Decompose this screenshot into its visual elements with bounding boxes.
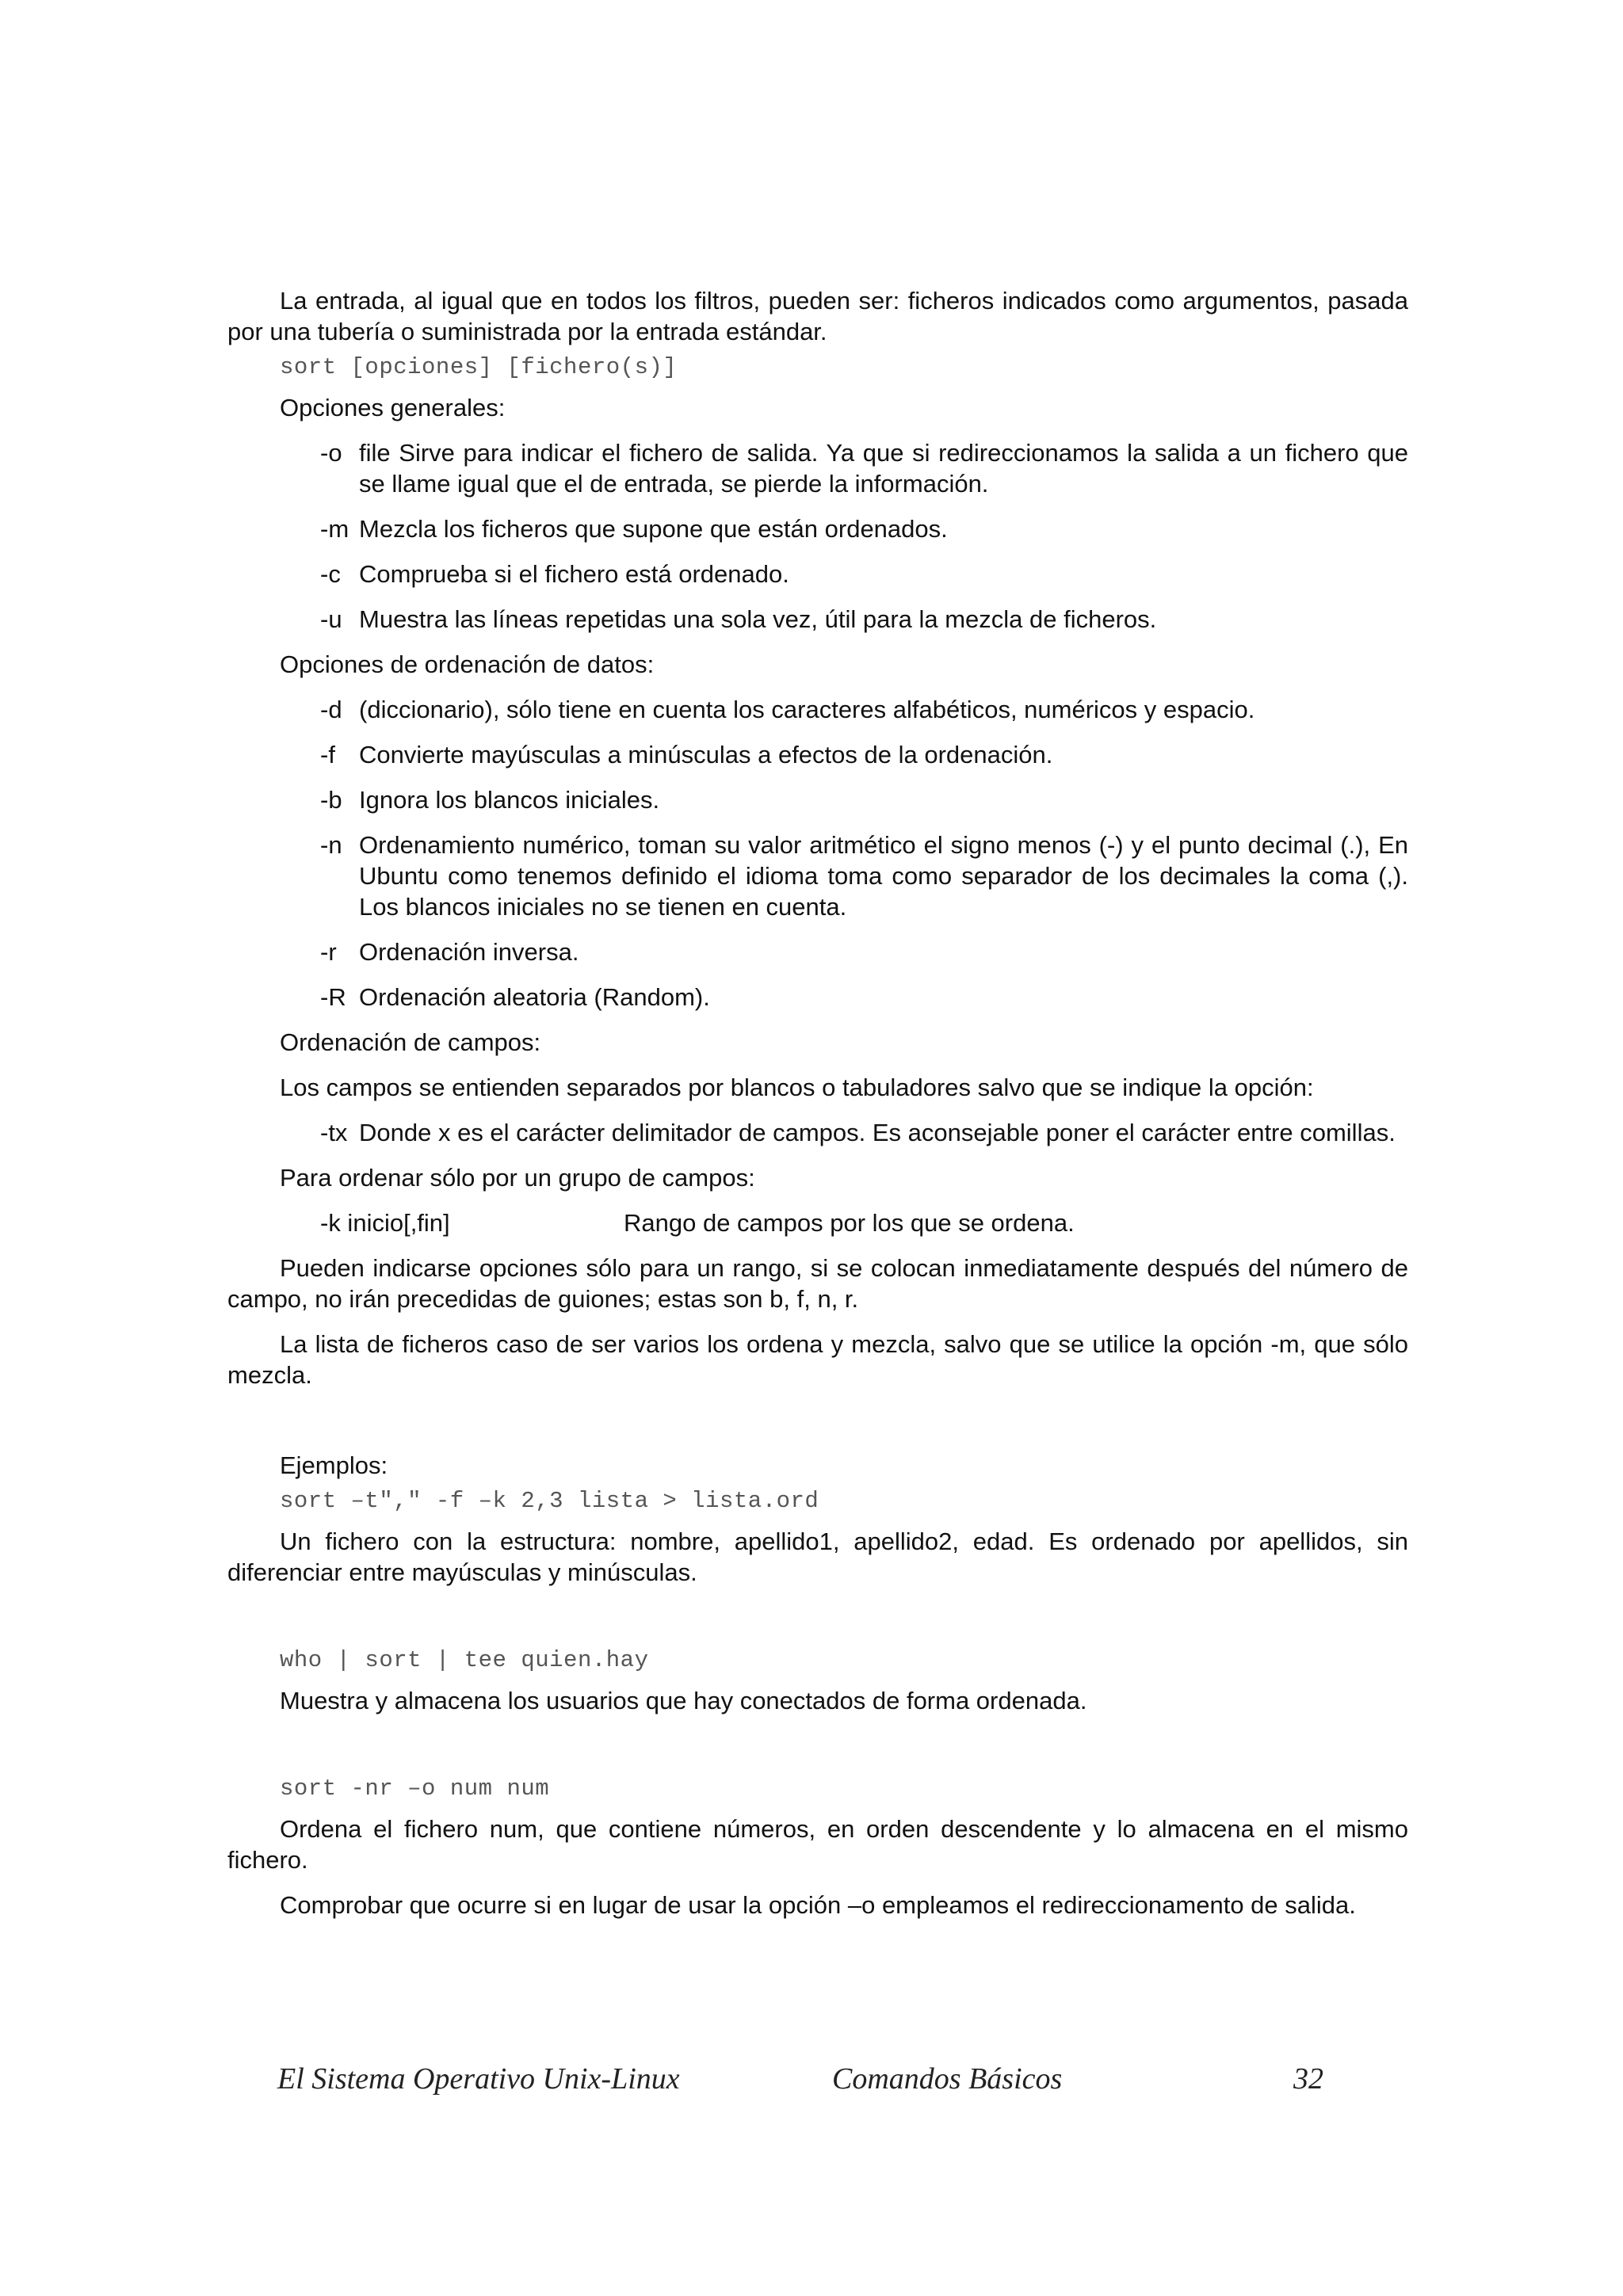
option-flag: -tx xyxy=(320,1119,348,1146)
option-text: Comprueba si el fichero está ordenado. xyxy=(359,560,789,588)
option-flag: -m xyxy=(320,515,349,543)
option-tx xyxy=(227,1117,1408,1148)
option-text: Ordenación aleatoria (Random). xyxy=(359,983,710,1011)
examples-heading: Ejemplos: xyxy=(280,1451,388,1479)
option-m xyxy=(227,513,1408,544)
option-text: Mezcla los ficheros que supone que están ordenados. xyxy=(359,515,948,543)
option-n xyxy=(227,830,1408,922)
option-k xyxy=(227,1207,1408,1238)
option-text: (diccionario), sólo tiene en cuenta los caracteres alfabéticos, numéricos y espacio. xyxy=(359,696,1255,723)
example3-description: Ordena el fichero num, que contiene números, en orden descendente y lo almacena en el mismo fichero. xyxy=(227,1815,1408,1874)
option-text: Rango de campos por los que se ordena. xyxy=(624,1209,1075,1237)
page-footer xyxy=(277,2061,1323,2101)
example1-command: sort –t"," -f –k 2,3 lista > lista.ord xyxy=(280,1488,819,1514)
option-r xyxy=(227,936,1408,967)
example2-description: Muestra y almacena los usuarios que hay conectados de forma ordenada. xyxy=(280,1687,1087,1714)
option-flag: -b xyxy=(320,786,342,814)
option-f xyxy=(227,739,1408,770)
option-flag: -d xyxy=(320,696,342,723)
page-content xyxy=(227,285,1408,1920)
option-text: Donde x es el carácter delimitador de campos. Es aconsejable poner el carácter entre comillas. xyxy=(359,1119,1396,1146)
final-paragraph: Comprobar que ocurre si en lugar de usar la opción –o empleamos el redireccionamento de salida. xyxy=(280,1891,1356,1919)
option-text: Ordenamiento numérico, toman su valor aritmético el signo menos (-) y el punto decimal (.), En Ubuntu como tenemos definido el idioma toma como separador de los decimales la coma (,). Los blancos iniciales no se tienen en cuenta. xyxy=(359,831,1408,921)
option-flag: -f xyxy=(320,741,335,769)
fields-description: Los campos se entienden separados por blancos o tabuladores salvo que se indique la opción: xyxy=(280,1074,1314,1101)
option-flag: -n xyxy=(320,831,342,859)
option-flag: -k inicio[,fin] xyxy=(320,1209,450,1237)
group-heading: Para ordenar sólo por un grupo de campos: xyxy=(280,1164,755,1192)
example1-description: Un fichero con la estructura: nombre, apellido1, apellido2, edad. Es ordenado por apellidos, sin diferenciar entre mayúsculas y minúsculas. xyxy=(227,1527,1408,1586)
option-R xyxy=(227,982,1408,1013)
option-flag: -r xyxy=(320,938,337,966)
option-o xyxy=(227,437,1408,499)
sort-options-list xyxy=(227,694,1408,1013)
option-c xyxy=(227,559,1408,589)
range-paragraph: Pueden indicarse opciones sólo para un rango, si se colocan inmediatamente después del número de campo, no irán precedidas de guiones; estas son b, f, n, r. xyxy=(227,1254,1408,1313)
option-b xyxy=(227,784,1408,815)
general-options-heading: Opciones generales: xyxy=(280,394,506,421)
fields-heading: Ordenación de campos: xyxy=(280,1028,541,1056)
option-flag: -u xyxy=(320,605,342,633)
intro-paragraph: La entrada, al igual que en todos los filtros, pueden ser: ficheros indicados como argumentos, pasada por una tubería o suministrada por la entrada estándar. xyxy=(227,287,1408,345)
example2-command: who | sort | tee quien.hay xyxy=(280,1647,649,1673)
syntax-line: sort [opciones] [fichero(s)] xyxy=(280,354,678,380)
option-flag: -R xyxy=(320,983,346,1011)
sort-options-heading: Opciones de ordenación de datos: xyxy=(280,650,655,678)
example3-command: sort -nr –o num num xyxy=(280,1775,550,1802)
option-d xyxy=(227,694,1408,725)
list-paragraph: La lista de ficheros caso de ser varios los ordena y mezcla, salvo que se utilice la opción -m, que sólo mezcla. xyxy=(227,1330,1408,1389)
option-u xyxy=(227,604,1408,635)
option-text: Muestra las líneas repetidas una sola vez, útil para la mezcla de ficheros. xyxy=(359,605,1157,633)
option-text: Convierte mayúsculas a minúsculas a efectos de la ordenación. xyxy=(359,741,1053,769)
option-flag: -c xyxy=(320,560,341,588)
option-text: Ignora los blancos iniciales. xyxy=(359,786,660,814)
footer-page-number: 32 xyxy=(1293,2062,1323,2096)
footer-book-title: El Sistema Operativo Unix-Linux xyxy=(277,2062,680,2096)
footer-chapter-title: Comandos Básicos xyxy=(832,2062,1063,2096)
general-options-list xyxy=(227,437,1408,635)
option-text: Ordenación inversa. xyxy=(359,938,579,966)
option-text: file Sirve para indicar el fichero de salida. Ya que si redireccionamos la salida a un fichero que se llame igual que el de entrada, se pierde la información. xyxy=(359,439,1408,498)
option-flag: -o xyxy=(320,439,342,467)
